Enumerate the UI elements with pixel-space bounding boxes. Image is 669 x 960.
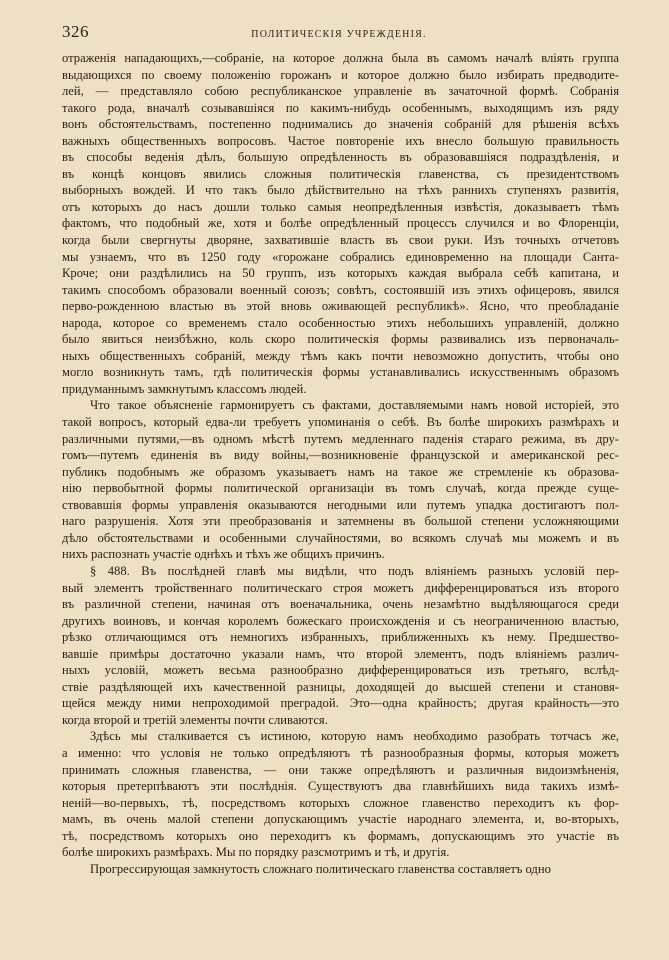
text-line: выдающихся по своему положенію горожанъ и которое должно было избирать предводите- [62,67,619,82]
text-line: неній—во-первыхъ, тѣ, посредствомъ которыхъ сложное главенство переходитъ къ фор- [62,795,619,810]
text-line: щейся между ними непроходимой преградой. Это—одна крайность; другая крайность—это [62,696,619,711]
paragraph [62,728,619,860]
text-line: наго разрушенія. Хотя эти преобразованія и затемнены въ большой степени усложняющими [62,514,619,529]
text-line: Кроче; они раздѣлились на 50 группъ, изъ которыхъ каждая выбрала себѣ капитана, и [62,266,619,281]
text-line: ныхъ условій, можетъ весьма разнообразно дифференцироваться изъ третьяго, вслѣд- [62,663,619,678]
text-line: въ различной степени, начиная отъ военачальника, очень незамѣтно выдѣляющагося среди [62,597,619,612]
text-line: перво-рожденною властью въ этой вновь оживающей республикѣ». Ясно, что преобладаніе [62,299,619,314]
text-line: вонъ обстоятельствамъ, постепенно поднимались до значенія собраній для рѣшенія всѣхъ [62,117,619,132]
text-line: важныхъ общественныхъ вопросовъ. Частое повтореніе ихъ внесло большую правильность [62,133,619,148]
page-number: 326 [62,22,89,41]
text-line: въ способы веденія дѣлъ, большую опредѣленность въ образовавшіяся подраздѣленія, и [62,150,619,165]
text-line: въ концѣ концовъ явились сложныя политическія главенства, съ президентствомъ [62,166,619,181]
text-line: когда были свергнуты дворяне, захватившіе власть въ свои руки. Изъ точныхъ отчетовъ [62,233,619,248]
text-line: рѣзко отличающимся отъ немногихъ избранныхъ, приближенныхъ къ нему. Предшество- [62,630,619,645]
text-line: народа, которое со временемъ стало особенностью этихъ небольшихъ управленій, должно [62,315,619,330]
text-line: нихъ распознать участіе однѣхъ и тѣхъ же общихъ причинъ. [62,547,385,562]
text-line: мамъ, въ очень малой степени допускающимъ участіе народнаго элемента, и, во-вторыхъ, [62,812,619,827]
text-line: принимать сложныя главенства, — они также опредѣляютъ и различныя видоизмѣненія, [62,762,619,777]
text-line: другихъ воиновъ, и кончая королемъ божескаго происхожденія и съ неограниченною властью, [62,613,619,628]
text-line: могло возникнуть тамъ, гдѣ политическія формы устанавливались искусственнымъ образомъ [62,365,619,380]
text-line: ствовавшія формы управленія оказываются негодными или путемъ упадка достигаютъ пол- [62,497,619,512]
text-line: Здѣсь мы сталкивается съ истиною, которую намъ необходимо разобрать тотчасъ же, [90,729,619,744]
paragraph [62,50,619,397]
text-line: § 488. Въ послѣдней главѣ мы видѣли, что подъ вліяніемъ разныхъ условій пер- [90,563,619,578]
text-line: отъ которыхъ до насъ дошли только самыя неопредѣленныя извѣстія, доказываетъ тѣмъ [62,199,619,214]
page-header [62,22,613,46]
text-line: ныхъ общественныхъ собраній, между тѣмъ какъ почти невозможно допустить, чтобы оно [62,348,619,363]
paragraph [62,861,619,878]
text-line: Что такое объясненіе гармонируетъ съ фактами, доставляемыми намъ новой исторіей, это [90,398,619,413]
text-line: придуманнымъ замкнутымъ классомъ людей. [62,381,307,396]
text-line: было явиться неизбѣжно, коль скоро политическія формы развивались изъ первоначаль- [62,332,619,347]
text-line: такого рода, вначалѣ созывавшіяся по какимъ-нибудь особеннымъ, выходящимъ изъ ряду [62,100,619,115]
text-line: ствіе раздѣляющей ихъ качественной разницы, доходящей до высшей степени и становя- [62,679,619,694]
text-line: фактомъ, что подобный же, хотя и болѣе опредѣленный процессъ случился и во Флоренціи, [62,216,619,231]
text-line: которыя претерпѣваютъ эти послѣднія. Существуютъ два главнѣйшихъ вида такихъ измѣ- [62,779,619,794]
text-line: различными путями,—въ одномъ мѣстѣ путемъ медленнаго паденія стараго режима, въ дру- [62,431,619,446]
text-line: публикъ подобнымъ же образомъ указываетъ намъ на такое же стремленіе къ образова- [62,464,619,479]
paragraph [62,563,619,728]
text-line: такой вопросъ, который едва-ли требуетъ упоминанія о себѣ. Въ болѣе широкихъ размѣрахъ и [62,415,619,430]
text-line: вавшіе примѣры достаточно указали намъ, что второй элементъ, подъ вліяніемъ различ- [62,646,619,661]
text-line: когда второй и третій элементы почти сливаются. [62,712,328,727]
text-line: тѣ, посредствомъ которыхъ оно переходитъ къ формамъ, допускающимъ это участіе въ [62,828,619,843]
text-line: нію первобытной формы политической организаціи въ томъ случаѣ, когда прежде суще- [62,481,619,496]
text-line: отраженія нападающихъ,—собраніе, на которое должна была въ самомъ началѣ вліять группа [62,51,619,65]
text-line: а именно: что условія не только опредѣляютъ тѣ разнообразныя формы, которыя можетъ [62,745,619,760]
body-text [62,50,619,877]
text-line: вый элементъ тройственнаго политическаго строя можетъ дифференцироваться изъ второго [62,580,619,595]
paragraph [62,397,619,562]
text-line: мы узнаемъ, что въ 1250 году «горожане собрались единовременно на площади Санта- [62,249,619,264]
text-line: такимъ способомъ образовали военный союзъ; совѣтъ, состоявшій изъ этихъ офицеровъ, явился [62,282,619,297]
running-title: ПОЛИТИЧЕСКІЯ УЧРЕЖДЕНІЯ. [251,29,427,40]
text-line: дѣло обстоятельствами и особенными случайностями, во всякомъ случаѣ мы можемъ и въ [62,530,619,545]
text-line: Прогрессирующая замкнутость сложнаго политическаго главенства составляетъ одно [90,861,551,876]
text-line: болѣе широкихъ размѣрахъ. Мы по порядку разсмотримъ и тѣ, и другія. [62,845,450,860]
text-line: выборныхъ вождей. И что такъ было дѣйствительно на тѣхъ раннихъ ступеняхъ развитія, [62,183,619,198]
text-line: гомъ—путемъ единенія въ виду войны,—возникновеніе французской и американской рес- [62,448,619,463]
text-line: лей, — представляло собою республиканское управленіе въ зачаточной формѣ. Собранія [62,84,619,99]
